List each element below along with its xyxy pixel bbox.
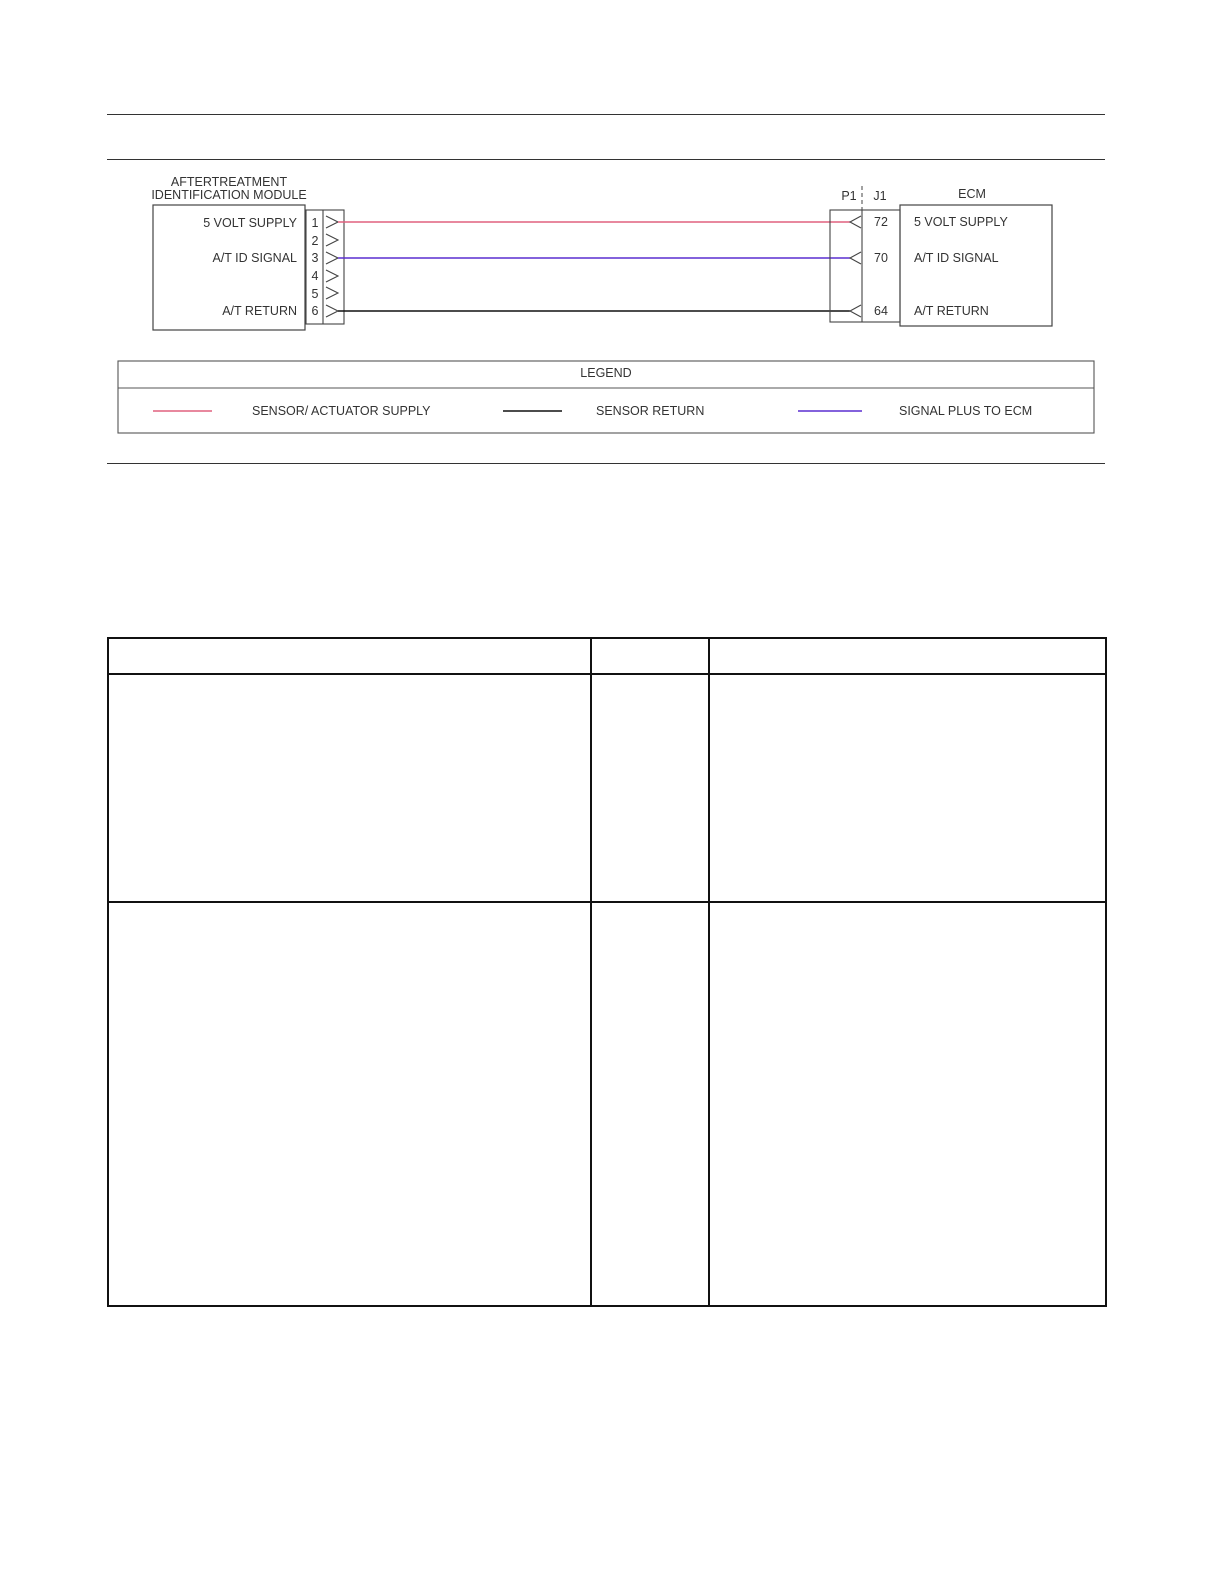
connector-plug-label: P1 bbox=[841, 189, 857, 203]
left-module-title-line1: AFTERTREATMENT bbox=[170, 175, 288, 189]
right-connector-body bbox=[830, 210, 900, 322]
table-cell bbox=[591, 674, 709, 902]
connector-jack-label: J1 bbox=[873, 189, 887, 203]
right-pin-number-64: 64 bbox=[874, 304, 888, 318]
right-pin-terminal-72 bbox=[850, 216, 861, 228]
table-header-cell-2 bbox=[591, 638, 709, 674]
table-header-cell-1 bbox=[108, 638, 591, 674]
left-pin-number-2: 2 bbox=[311, 234, 319, 248]
left-pin-terminal-4 bbox=[326, 270, 338, 282]
left-pin-label-1: 5 VOLT SUPPLY bbox=[203, 216, 297, 230]
legend-title: LEGEND bbox=[580, 366, 632, 380]
left-pin-terminal-6 bbox=[326, 305, 338, 317]
right-pin-label-72: 5 VOLT SUPPLY bbox=[914, 215, 1008, 229]
table-cell bbox=[108, 902, 591, 1306]
left-module-title-line2: IDENTIFICATION MODULE bbox=[151, 188, 307, 202]
right-pin-label-70: A/T ID SIGNAL bbox=[914, 251, 999, 265]
left-pin-number-1: 1 bbox=[311, 216, 319, 230]
right-pin-number-72: 72 bbox=[874, 215, 888, 229]
left-pin-terminal-2 bbox=[326, 234, 338, 246]
left-pin-number-6: 6 bbox=[311, 304, 319, 318]
table-cell bbox=[108, 674, 591, 902]
table-row bbox=[108, 674, 1106, 902]
table-cell bbox=[709, 674, 1106, 902]
table-header-row bbox=[108, 638, 1106, 674]
left-pin-number-5: 5 bbox=[311, 287, 319, 301]
right-pin-label-64: A/T RETURN bbox=[914, 304, 989, 318]
legend-label-sensor-actuator-supply: SENSOR/ ACTUATOR SUPPLY bbox=[252, 404, 431, 418]
table-cell bbox=[591, 902, 709, 1306]
left-pin-label-3: A/T ID SIGNAL bbox=[212, 251, 297, 265]
troubleshooting-table bbox=[107, 637, 1107, 1307]
table-cell bbox=[709, 902, 1106, 1306]
wiring-diagram bbox=[0, 0, 1224, 480]
table-header-cell-3 bbox=[709, 638, 1106, 674]
right-pin-terminal-70 bbox=[850, 252, 861, 264]
table-row bbox=[108, 902, 1106, 1306]
right-pin-terminal-64 bbox=[850, 305, 861, 317]
left-pin-terminal-3 bbox=[326, 252, 338, 264]
left-pin-terminal-5 bbox=[326, 287, 338, 299]
legend-label-signal-plus-to-ecm: SIGNAL PLUS TO ECM bbox=[899, 404, 1033, 418]
right-pin-number-70: 70 bbox=[874, 251, 888, 265]
legend-label-sensor-return: SENSOR RETURN bbox=[596, 404, 705, 418]
left-pin-terminal-1 bbox=[326, 216, 338, 228]
left-pin-number-4: 4 bbox=[311, 269, 319, 283]
left-pin-number-3: 3 bbox=[311, 251, 319, 265]
right-module-title: ECM bbox=[958, 187, 986, 201]
left-pin-label-6: A/T RETURN bbox=[222, 304, 297, 318]
